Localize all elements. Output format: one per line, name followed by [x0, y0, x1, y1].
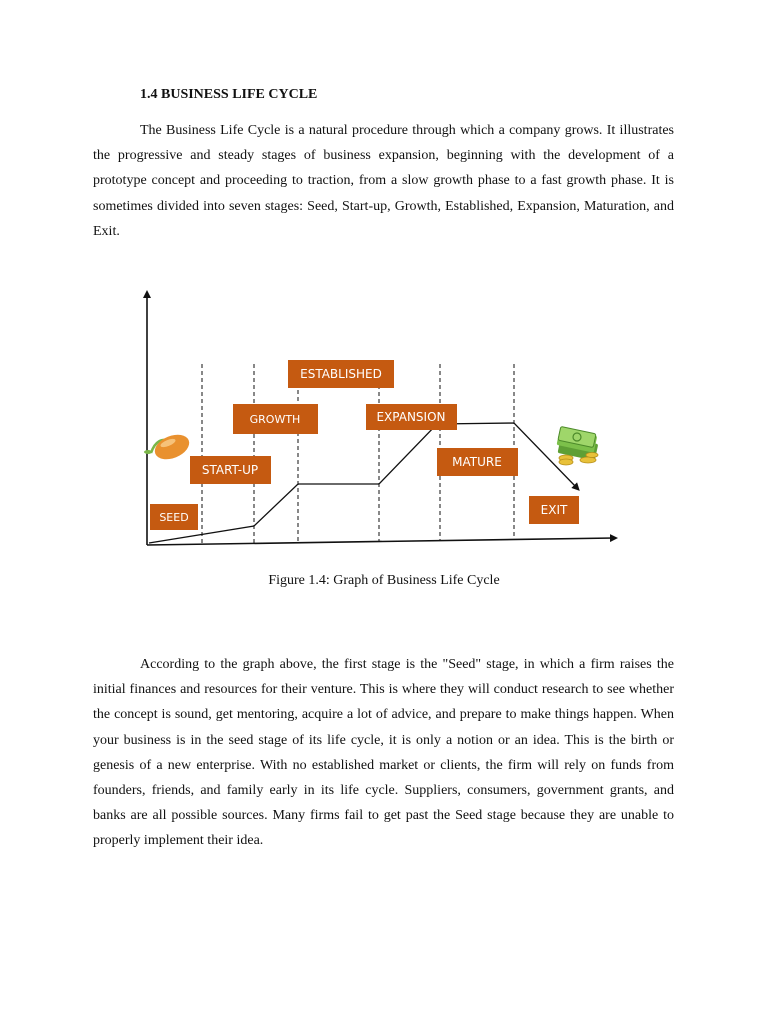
x-axis	[147, 538, 614, 545]
intro-paragraph	[93, 118, 674, 244]
stage-seed-label: SEED	[159, 511, 189, 524]
figure-caption: Figure 1.4: Graph of Business Life Cycle	[268, 573, 500, 588]
seed-stage-paragraph	[93, 652, 674, 854]
stage-exit-label: EXIT	[540, 503, 568, 517]
stage-mature	[437, 448, 518, 476]
stage-expansion	[366, 404, 457, 430]
stage-startup	[190, 456, 271, 484]
stage-seed	[150, 504, 198, 530]
seed-stage-paragraph-text: According to the graph above, the first stage is the "Seed" stage, in which a firm raises the initial finances and resources for their venture. This is where they will conduct research to see whether the concept is sound, get mentoring, acquire a lot of advice, and prepare to make things happen. When your business is in the seed stage of its life cycle, it is only a notion or an idea. This is the birth or genesis of a new enterprise. With no established market or clients, the firm will rely on funds from founders, friends, and family early in its life cycle. Suppliers, consumers, government grants, and banks are all possible sources. Many firms fail to get past the Seed stage because they are unable to properly implement their idea.	[93, 657, 674, 849]
seed-bean-icon	[144, 430, 193, 464]
stage-growth	[233, 404, 318, 434]
stage-established-label: ESTABLISHED	[300, 367, 382, 381]
intro-paragraph-text: The Business Life Cycle is a natural procedure through which a company grows. It illustrates the progressive and steady stages of business expansion, beginning with the development of a prototype concept and proceeding to traction, from a slow growth phase to a fast growth phase. It is sometimes divided into seven stages: Seed, Start-up, Growth, Established, Expansion, Maturation, and Exit.	[93, 123, 674, 239]
section-heading: 1.4 BUSINESS LIFE CYCLE	[140, 87, 318, 102]
money-stack-icon	[557, 426, 599, 465]
life-cycle-diagram	[140, 288, 630, 554]
stage-expansion-label: EXPANSION	[376, 410, 446, 424]
stage-mature-label: MATURE	[452, 455, 502, 469]
stage-exit	[529, 496, 579, 524]
stage-growth-label: GROWTH	[249, 413, 301, 426]
stage-established	[288, 360, 394, 388]
stage-startup-label: START-UP	[201, 463, 259, 477]
